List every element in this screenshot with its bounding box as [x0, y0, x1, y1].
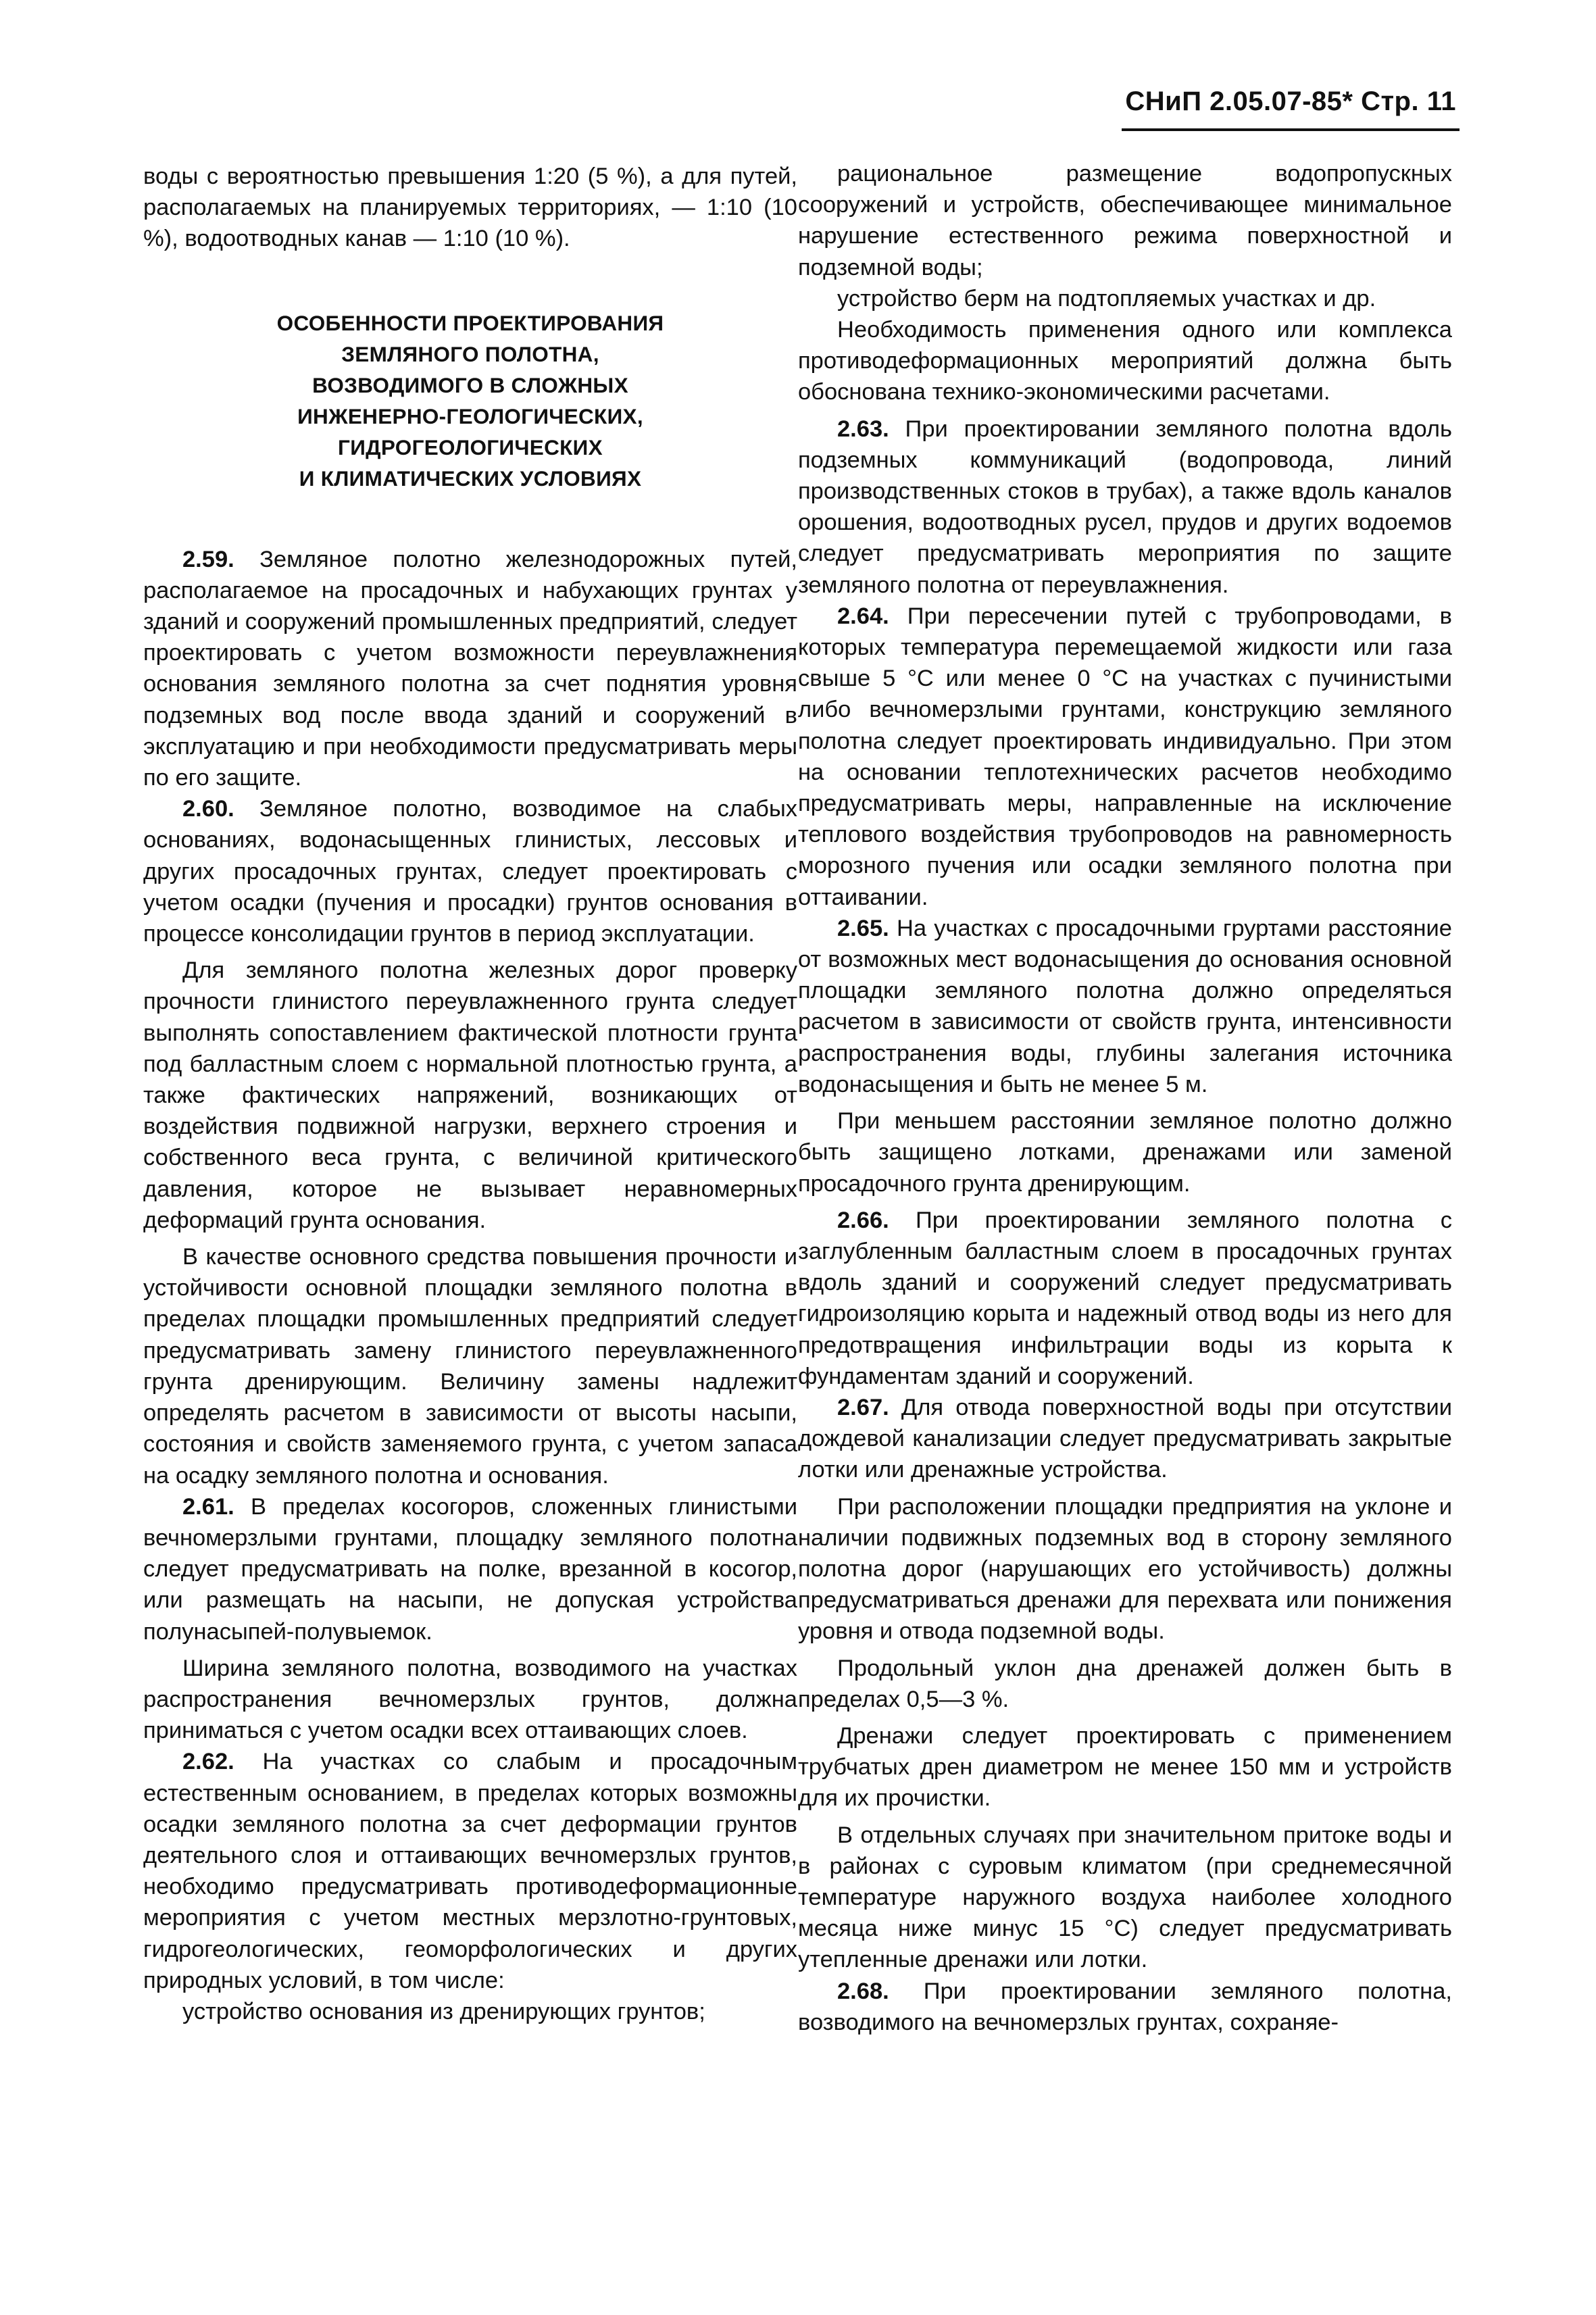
heading-line: ЗЕМЛЯНОГО ПОЛОТНА,	[341, 341, 599, 366]
clause-text: На участках с просадочными груртами расстояние от возможных мест водонасыщения до основания основной площадки земляного полотна должно определяться расчетом в зависимости от свойств грунта, интенсивности распространения воды, глубины залегания источника водонасыщения и быть не менее 5 м.	[798, 915, 1452, 1097]
clause-number: 2.59.	[182, 546, 234, 572]
clause-2-66	[798, 1205, 1452, 1392]
header-rule	[1122, 128, 1460, 131]
clause-text: При проектировании земляного полотна с заглубленным балластным слоем в просадочных грунтах вдоль зданий и сооружений следует предусматривать гидроизоляцию корыта и надежный отвод воды из него для предотвращения инфильтрации воды из корыта к фундаментам зданий и сооружений.	[798, 1207, 1452, 1389]
clause-number: 2.67.	[837, 1394, 889, 1420]
clause-text: В пределах косогоров, сложенных глинистыми вечномерзлыми грунтами, площадку земляного полотна следует предусматривать на полке, врезанной в косогор, или размещать на насыпи, не допуская устройства полунасыпей-полувыемок.	[143, 1493, 797, 1645]
clause-number: 2.63.	[837, 416, 889, 442]
paragraph: Дренажи следует проектировать с применением трубчатых дрен диаметром не менее 150 мм и устройств для их прочистки.	[798, 1722, 1452, 1812]
paragraph: Необходимость применения одного или комплекса противодеформационных мероприятий должна быть обоснована технико-экономическими расчетами.	[798, 317, 1452, 405]
page-header: СНиП 2.05.07-85* Стр. 11	[1125, 86, 1456, 116]
intro-paragraph: воды с вероятностью превышения 1:20 (5 %), а для путей, располагаемых на планируемых территориях, — 1:10 (10 %), водоотводных канав — 1:10 (10 %).	[143, 164, 797, 252]
clause-text: Для отвода поверхностной воды при отсутствии дождевой канализации следует предусматривать закрытые лотки или дренажные устройства.	[798, 1394, 1452, 1483]
clause-text: При пересечении путей с трубопроводами, в которых температура перемещаемой жидкости или газа свыше 5 °С или менее 0 °С на участках с пучинистыми либо вечномерзлыми грунтами, конструкцию земляного полотна следует проектировать индивидуально. При этом на основании теплотехнических расчетов необходимо предусматривать меры, направленные на исключение теплового воздействия трубопроводов на равномерность морозного пучения или осадки земляного полотна при оттаивании.	[798, 603, 1452, 910]
paragraph: При меньшем расстоянии земляное полотно должно быть защищено лотками, дренажами или заменой просадочного грунта дренирующим.	[798, 1108, 1452, 1197]
clause-2-64	[798, 601, 1452, 913]
paragraph: В отдельных случаях при значительном притоке воды и в районах с суровым климатом (при среднемесячной температуре наружного воздуха наиболее холодного месяца ниже минус 15 °С) следует предусматривать утепленные дренажи или лотки.	[798, 1822, 1452, 1973]
clause-2-61	[143, 1491, 797, 1647]
clause-2-63	[798, 414, 1452, 601]
heading-line: ВОЗВОДИМОГО В СЛОЖНЫХ	[312, 372, 628, 397]
paragraph: Продольный уклон дна дренажей должен быть в пределах 0,5—3 %.	[798, 1655, 1452, 1712]
clause-2-67	[798, 1392, 1452, 1486]
clause-text: Земляное полотно, возводимое на слабых основаниях, водонасыщенных глинистых, лессовых и других просадочных грунтах, следует проектировать с учетом осадки (пучения и просадки) грунтов основания в процессе консолидации грунтов в период эксплуатации.	[143, 796, 797, 947]
heading-line: ОСОБЕННОСТИ ПРОЕКТИРОВАНИЯ	[276, 310, 664, 335]
right-column	[798, 158, 1452, 2038]
paragraph: устройство основания из дренирующих грунтов;	[182, 1998, 705, 2024]
clause-2-68	[798, 1976, 1452, 2038]
paragraph: При расположении площадки предприятия на уклоне и наличии подвижных подземных вод в сторону земляного полотна дорог (нарушающих его устойчивость) должны предусматриваться дренажи для перехвата или понижения уровня и отвода подземной воды.	[798, 1493, 1452, 1645]
paragraph: В качестве основного средства повышения прочности и устойчивости основной площадки земляного полотна в пределах площадки промышленных предприятий следует предусматривать замену глинистого переувлажненного грунта дренирующим. Величину замены надлежит определять расчетом в зависимости от высоты насыпи, состояния и свойств заменяемого грунта, с учетом запаса на осадку земляного полотна и основания.	[143, 1244, 797, 1489]
clause-number: 2.64.	[837, 603, 889, 629]
clause-number: 2.68.	[837, 1978, 889, 2004]
clause-2-62	[143, 1746, 797, 1996]
heading-line: ГИДРОГЕОЛОГИЧЕСКИХ	[338, 434, 603, 459]
clause-number: 2.65.	[837, 915, 889, 941]
clause-number: 2.66.	[837, 1207, 889, 1233]
paragraph: устройство берм на подтопляемых участках и др.	[837, 285, 1376, 312]
clause-2-60	[143, 793, 797, 949]
heading-line: ИНЖЕНЕРНО-ГЕОЛОГИЧЕСКИХ,	[297, 403, 643, 428]
clause-text: На участках со слабым и просадочным естественным основанием, в пределах которых возможны осадки земляного полотна за счет деформации грунтов деятельного слоя и оттаивающих вечномерзлых грунтов, необходимо предусматривать противодеформационные мероприятия с учетом местных мерзлотно-грунтовых, гидрогеологических, геоморфологических и других природных условий, в том числе:	[143, 1749, 797, 1993]
clause-number: 2.60.	[182, 796, 234, 822]
section-heading	[143, 307, 797, 494]
heading-line: И КЛИМАТИЧЕСКИХ УСЛОВИЯХ	[299, 466, 642, 491]
left-column	[143, 161, 797, 2027]
clause-text: При проектировании земляного полотна, возводимого на вечномерзлых грунтах, сохраняе-	[798, 1978, 1452, 2035]
clause-2-59	[143, 544, 797, 794]
clause-2-65	[798, 913, 1452, 1100]
clause-number: 2.61.	[182, 1493, 234, 1520]
paragraph: Ширина земляного полотна, возводимого на участках распространения вечномерзлых грунтов, должна приниматься с учетом осадки всех оттаивающих слоев.	[143, 1655, 797, 1744]
clause-text: Земляное полотно железнодорожных путей, располагаемое на просадочных и набухающих грунтах у зданий и сооружений промышленных предприятий, следует проектировать с учетом возможности переувлажнения основания земляного полотна за счет поднятия уровня подземных вод после ввода зданий и сооружений в эксплуатацию и при необходимости предусматривать меры по его защите.	[143, 546, 797, 791]
paragraph: Для земляного полотна железных дорог проверку прочности глинистого переувлажненного грунта следует выполнять сопоставлением фактической плотности грунта под балластным слоем с нормальной плотностью грунта, а также фактических напряжений, возникающих от воздействия подвижной нагрузки, верхнего строения и собственного веса грунта, с величиной критического давления, которое не вызывает неравномерных деформаций грунта основания.	[143, 957, 797, 1233]
clause-text: При проектировании земляного полотна вдоль подземных коммуникаций (водопровода, линий производственных стоков в трубах), а также вдоль каналов орошения, водоотводных русел, прудов и других водоемов следует предусматривать мероприятия по защите земляного полотна от переувлажнения.	[798, 416, 1452, 598]
paragraph: рациональное размещение водопропускных сооружений и устройств, обеспечивающее минимальное нарушение естественного режима поверхностной и подземной воды;	[798, 161, 1452, 280]
clause-number: 2.62.	[182, 1749, 234, 1775]
